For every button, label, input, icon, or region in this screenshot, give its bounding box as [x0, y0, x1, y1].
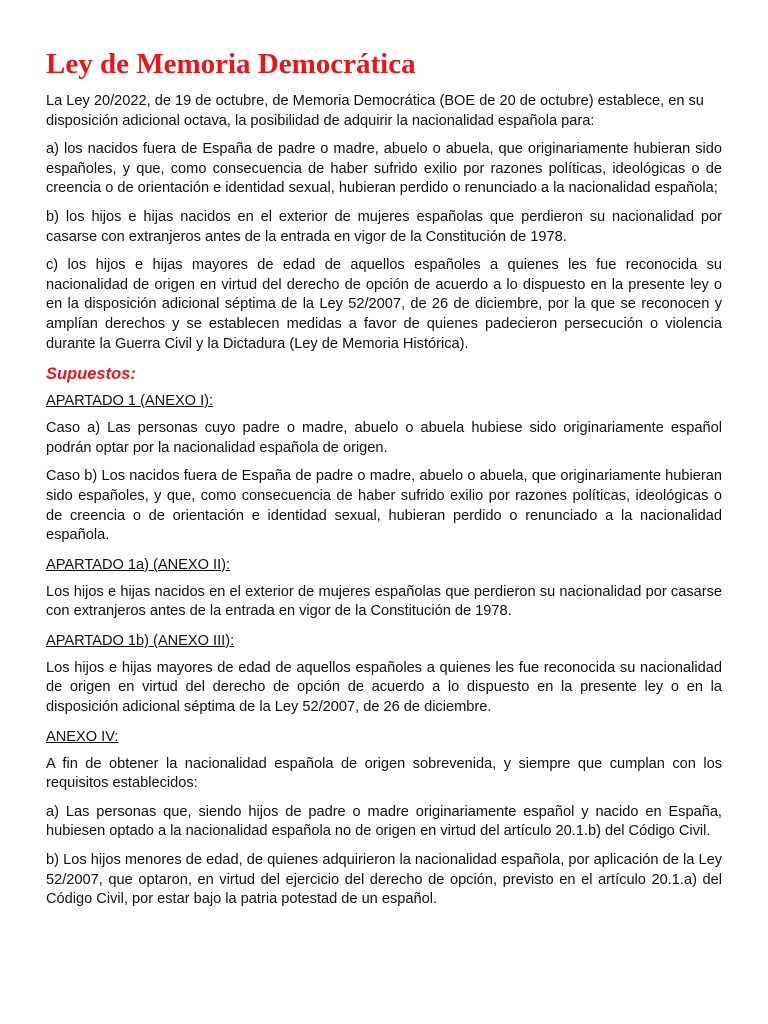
section-heading-apartado-1: APARTADO 1 (ANEXO I): [46, 393, 214, 410]
anexo-iv-item-b: b) Los hijos menores de edad, de quienes adquirieron la nacionalidad española, por aplicación de la Ley 52/2007, que optaron, en virtud del ejercicio del derecho de opción, previsto en el artículo 20.1.a) del Código Civil, por estar bajo la patria potestad de un español. [46, 852, 722, 908]
section-1-caso-b: Caso b) Los nacidos fuera de España de padre o madre, abuelo o abuela, que originariamente hubieran sido españoles, y que, como consecuencia de haber sufrido exilio por razones políticas, ideológicas o de creencia o de orientación e identidad sexual, hubieran perdido o renunciado a la nacionalidad española. [46, 468, 722, 544]
section-1-caso-a: Caso a) Las personas cuyo padre o madre, abuelo o abuela hubiese sido originariamente español podrán optar por la nacionalidad española de origen. [46, 420, 722, 456]
document-title: Ley de Memoria Democrática [46, 48, 416, 80]
section-1b-paragraph: Los hijos e hijas mayores de edad de aquellos españoles a quienes les fue reconocida su nacionalidad de origen en virtud del derecho de opción de acuerdo a lo dispuesto en la presente ley o en la disposición adicional séptima de la Ley 52/2007, de 26 de diciembre. [46, 659, 722, 716]
section-heading-apartado-1b: APARTADO 1b) (ANEXO III): [46, 632, 235, 649]
section-heading-apartado-1a: APARTADO 1a) (ANEXO II): [46, 556, 231, 573]
intro-paragraph: La Ley 20/2022, de 19 de octubre, de Memoria Democrática (BOE de 20 de octubre) establece, en su disposición adicional octava, la posibilidad de adquirir la nacionalidad española para: [46, 93, 704, 129]
item-a-paragraph: a) los nacidos fuera de España de padre o madre, abuelo o abuela, que originariamente hubieran sido españoles, y que, como consecuencia de haber sufrido exilio por razones políticas, ideológicas o de creencia o de orientación e identidad sexual, hubieran perdido o renunciado a la nacionalidad española; [46, 141, 722, 197]
anexo-iv-item-a: a) Las personas que, siendo hijos de padre o madre originariamente español y nacido en España, hubiesen optado a la nacionalidad española no de origen en virtud del artículo 20.1.b) del Código Civil. [46, 803, 722, 840]
section-1a-paragraph: Los hijos e hijas nacidos en el exterior de mujeres españolas que perdieron su nacionalidad por casarse con extranjeros antes de la entrada en vigor de la Constitución de 1978. [46, 583, 722, 620]
item-c-paragraph: c) los hijos e hijas mayores de edad de aquellos españoles a quienes les fue reconocida su nacionalidad de origen en virtud del derecho de opción de acuerdo a lo dispuesto en la presente ley o en la disposición adicional séptima de la Ley 52/2007, de 26 de diciembre, por la que se reconocen y amplían derechos y se establecen medidas a favor de quienes padecieron persecución o violencia durante la Guerra Civil y la Dictadura (Ley de Memoria Histórica). [46, 257, 722, 352]
item-b-paragraph: b) los hijos e hijas nacidos en el exterior de mujeres españolas que perdieron su nacionalidad por casarse con extranjeros antes de la entrada en vigor de la Constitución de 1978. [46, 208, 722, 245]
anexo-iv-intro: A fin de obtener la nacionalidad española de origen sobrevenida, y siempre que cumplan con los requisitos establecidos: [46, 755, 722, 792]
supuestos-heading: Supuestos: [46, 365, 136, 384]
section-heading-anexo-iv: ANEXO IV: [46, 728, 119, 745]
